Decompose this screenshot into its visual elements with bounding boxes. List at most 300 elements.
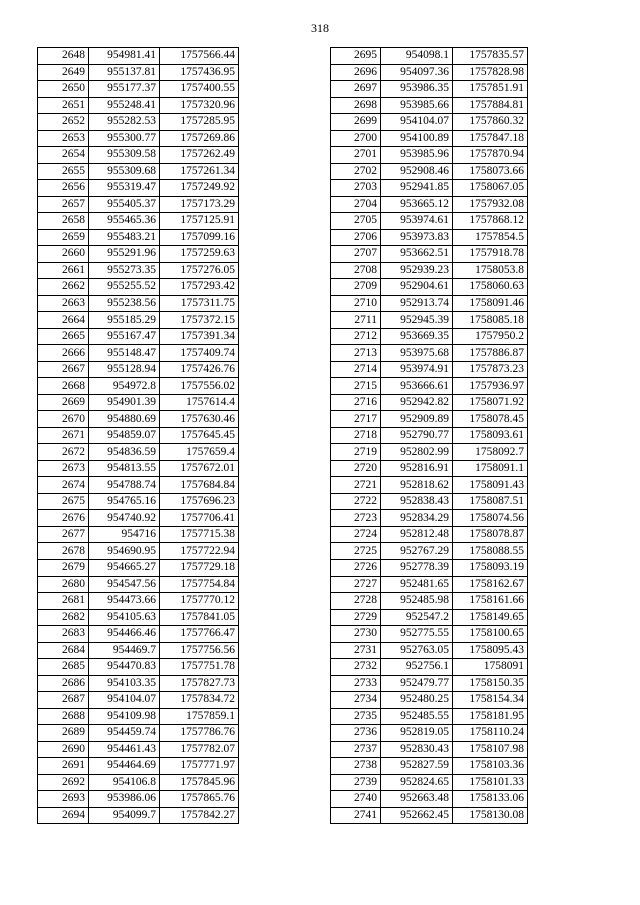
x-coordinate-cell: 952830.43 <box>381 741 453 758</box>
y-coordinate-cell: 1757845.96 <box>160 774 239 791</box>
y-coordinate-cell: 1757918.78 <box>453 246 528 263</box>
point-number-cell: 2687 <box>38 692 89 709</box>
point-number-cell: 2683 <box>38 626 89 643</box>
y-coordinate-cell: 1758161.66 <box>453 593 528 610</box>
table-row <box>331 361 528 378</box>
y-coordinate-cell: 1758103.36 <box>453 758 528 775</box>
y-coordinate-cell: 1757834.72 <box>160 692 239 709</box>
table-row <box>38 130 239 147</box>
x-coordinate-cell: 952547.2 <box>381 609 453 626</box>
x-coordinate-cell: 953986.06 <box>89 791 160 808</box>
point-number-cell: 2672 <box>38 444 89 461</box>
point-number-cell: 2737 <box>331 741 381 758</box>
y-coordinate-cell: 1757756.56 <box>160 642 239 659</box>
point-number-cell: 2736 <box>331 725 381 742</box>
point-number-cell: 2705 <box>331 213 381 230</box>
table-row <box>331 692 528 709</box>
point-number-cell: 2698 <box>331 97 381 114</box>
x-coordinate-cell: 954690.95 <box>89 543 160 560</box>
y-coordinate-cell: 1757269.86 <box>160 130 239 147</box>
point-number-cell: 2679 <box>38 559 89 576</box>
x-coordinate-cell: 952485.98 <box>381 593 453 610</box>
point-number-cell: 2701 <box>331 147 381 164</box>
y-coordinate-cell: 1758091 <box>453 659 528 676</box>
y-coordinate-cell: 1757828.98 <box>453 64 528 81</box>
table-row <box>331 526 528 543</box>
y-coordinate-cell: 1758085.18 <box>453 312 528 329</box>
y-coordinate-cell: 1757262.49 <box>160 147 239 164</box>
table-row <box>331 477 528 494</box>
y-coordinate-cell: 1757854.5 <box>453 229 528 246</box>
x-coordinate-cell: 954981.41 <box>89 48 160 65</box>
point-number-cell: 2728 <box>331 593 381 610</box>
x-coordinate-cell: 955300.77 <box>89 130 160 147</box>
x-coordinate-cell: 954098.1 <box>381 48 453 65</box>
x-coordinate-cell: 952479.77 <box>381 675 453 692</box>
x-coordinate-cell: 954109.98 <box>89 708 160 725</box>
y-coordinate-cell: 1757835.57 <box>453 48 528 65</box>
point-number-cell: 2675 <box>38 493 89 510</box>
y-coordinate-cell: 1757320.96 <box>160 97 239 114</box>
x-coordinate-cell: 952756.1 <box>381 659 453 676</box>
point-number-cell: 2703 <box>331 180 381 197</box>
point-number-cell: 2699 <box>331 114 381 131</box>
table-row <box>38 97 239 114</box>
table-row <box>38 64 239 81</box>
point-number-cell: 2700 <box>331 130 381 147</box>
table-row <box>38 609 239 626</box>
point-number-cell: 2726 <box>331 559 381 576</box>
table-row <box>331 427 528 444</box>
x-coordinate-cell: 954105.63 <box>89 609 160 626</box>
y-coordinate-cell: 1757614.4 <box>160 394 239 411</box>
point-number-cell: 2735 <box>331 708 381 725</box>
y-coordinate-cell: 1758095.43 <box>453 642 528 659</box>
y-coordinate-cell: 1757684.84 <box>160 477 239 494</box>
point-number-cell: 2654 <box>38 147 89 164</box>
table-row <box>38 312 239 329</box>
point-number-cell: 2733 <box>331 675 381 692</box>
y-coordinate-cell: 1758091.43 <box>453 477 528 494</box>
table-row <box>38 741 239 758</box>
coordinates-table-left-body <box>38 48 239 824</box>
x-coordinate-cell: 954813.55 <box>89 460 160 477</box>
point-number-cell: 2656 <box>38 180 89 197</box>
y-coordinate-cell: 1757099.16 <box>160 229 239 246</box>
y-coordinate-cell: 1757566.44 <box>160 48 239 65</box>
x-coordinate-cell: 954547.56 <box>89 576 160 593</box>
x-coordinate-cell: 952481.65 <box>381 576 453 593</box>
table-row <box>38 708 239 725</box>
table-row <box>38 411 239 428</box>
x-coordinate-cell: 954765.16 <box>89 493 160 510</box>
point-number-cell: 2702 <box>331 163 381 180</box>
x-coordinate-cell: 953975.68 <box>381 345 453 362</box>
table-row <box>38 675 239 692</box>
x-coordinate-cell: 954106.8 <box>89 774 160 791</box>
y-coordinate-cell: 1758091.46 <box>453 295 528 312</box>
y-coordinate-cell: 1757426.76 <box>160 361 239 378</box>
point-number-cell: 2680 <box>38 576 89 593</box>
x-coordinate-cell: 955137.81 <box>89 64 160 81</box>
point-number-cell: 2652 <box>38 114 89 131</box>
y-coordinate-cell: 1757391.34 <box>160 328 239 345</box>
table-row <box>331 791 528 808</box>
table-row <box>331 147 528 164</box>
table-row <box>331 64 528 81</box>
x-coordinate-cell: 954097.36 <box>381 64 453 81</box>
x-coordinate-cell: 955148.47 <box>89 345 160 362</box>
table-row <box>38 394 239 411</box>
table-row <box>331 543 528 560</box>
y-coordinate-cell: 1757285.95 <box>160 114 239 131</box>
y-coordinate-cell: 1757715.38 <box>160 526 239 543</box>
table-row <box>331 444 528 461</box>
point-number-cell: 2651 <box>38 97 89 114</box>
x-coordinate-cell: 953985.96 <box>381 147 453 164</box>
point-number-cell: 2664 <box>38 312 89 329</box>
point-number-cell: 2738 <box>331 758 381 775</box>
y-coordinate-cell: 1757729.18 <box>160 559 239 576</box>
table-row <box>331 213 528 230</box>
point-number-cell: 2665 <box>38 328 89 345</box>
table-row <box>38 510 239 527</box>
x-coordinate-cell: 954740.92 <box>89 510 160 527</box>
table-row <box>331 163 528 180</box>
x-coordinate-cell: 953666.61 <box>381 378 453 395</box>
page-number: 318 <box>311 21 329 35</box>
point-number-cell: 2688 <box>38 708 89 725</box>
table-row <box>38 427 239 444</box>
y-coordinate-cell: 1757436.95 <box>160 64 239 81</box>
point-number-cell: 2727 <box>331 576 381 593</box>
point-number-cell: 2653 <box>38 130 89 147</box>
point-number-cell: 2662 <box>38 279 89 296</box>
x-coordinate-cell: 954473.66 <box>89 593 160 610</box>
x-coordinate-cell: 952827.59 <box>381 758 453 775</box>
x-coordinate-cell: 955309.58 <box>89 147 160 164</box>
point-number-cell: 2669 <box>38 394 89 411</box>
y-coordinate-cell: 1757841.05 <box>160 609 239 626</box>
table-row <box>331 675 528 692</box>
y-coordinate-cell: 1758093.61 <box>453 427 528 444</box>
y-coordinate-cell: 1757886.87 <box>453 345 528 362</box>
table-row <box>38 147 239 164</box>
point-number-cell: 2666 <box>38 345 89 362</box>
point-number-cell: 2695 <box>331 48 381 65</box>
coordinates-table-right <box>330 47 528 824</box>
table-row <box>38 229 239 246</box>
y-coordinate-cell: 1757173.29 <box>160 196 239 213</box>
x-coordinate-cell: 952802.99 <box>381 444 453 461</box>
y-coordinate-cell: 1758071.92 <box>453 394 528 411</box>
x-coordinate-cell: 955255.52 <box>89 279 160 296</box>
x-coordinate-cell: 952939.23 <box>381 262 453 279</box>
x-coordinate-cell: 952816.91 <box>381 460 453 477</box>
table-row <box>38 378 239 395</box>
y-coordinate-cell: 1758093.19 <box>453 559 528 576</box>
table-row <box>331 246 528 263</box>
table-row <box>38 774 239 791</box>
table-row <box>38 246 239 263</box>
y-coordinate-cell: 1757751.78 <box>160 659 239 676</box>
y-coordinate-cell: 1758088.55 <box>453 543 528 560</box>
x-coordinate-cell: 953669.35 <box>381 328 453 345</box>
point-number-cell: 2713 <box>331 345 381 362</box>
y-coordinate-cell: 1758100.65 <box>453 626 528 643</box>
x-coordinate-cell: 952913.74 <box>381 295 453 312</box>
table-row <box>38 593 239 610</box>
y-coordinate-cell: 1757556.02 <box>160 378 239 395</box>
table-row <box>38 114 239 131</box>
x-coordinate-cell: 955319.47 <box>89 180 160 197</box>
point-number-cell: 2710 <box>331 295 381 312</box>
x-coordinate-cell: 954469.7 <box>89 642 160 659</box>
table-row <box>331 411 528 428</box>
x-coordinate-cell: 952812.48 <box>381 526 453 543</box>
point-number-cell: 2650 <box>38 81 89 98</box>
x-coordinate-cell: 955248.41 <box>89 97 160 114</box>
x-coordinate-cell: 955282.53 <box>89 114 160 131</box>
x-coordinate-cell: 954461.43 <box>89 741 160 758</box>
point-number-cell: 2692 <box>38 774 89 791</box>
x-coordinate-cell: 952763.05 <box>381 642 453 659</box>
point-number-cell: 2657 <box>38 196 89 213</box>
table-row <box>38 543 239 560</box>
table-row <box>38 692 239 709</box>
x-coordinate-cell: 954464.69 <box>89 758 160 775</box>
table-row <box>331 493 528 510</box>
y-coordinate-cell: 1757261.34 <box>160 163 239 180</box>
point-number-cell: 2696 <box>331 64 381 81</box>
x-coordinate-cell: 952663.48 <box>381 791 453 808</box>
y-coordinate-cell: 1758074.56 <box>453 510 528 527</box>
point-number-cell: 2731 <box>331 642 381 659</box>
x-coordinate-cell: 954716 <box>89 526 160 543</box>
point-number-cell: 2720 <box>331 460 381 477</box>
x-coordinate-cell: 952834.29 <box>381 510 453 527</box>
x-coordinate-cell: 953665.12 <box>381 196 453 213</box>
x-coordinate-cell: 952767.29 <box>381 543 453 560</box>
point-number-cell: 2681 <box>38 593 89 610</box>
x-coordinate-cell: 955291.96 <box>89 246 160 263</box>
point-number-cell: 2718 <box>331 427 381 444</box>
y-coordinate-cell: 1757786.76 <box>160 725 239 742</box>
x-coordinate-cell: 954104.07 <box>89 692 160 709</box>
table-row <box>331 758 528 775</box>
point-number-cell: 2732 <box>331 659 381 676</box>
x-coordinate-cell: 954104.07 <box>381 114 453 131</box>
y-coordinate-cell: 1757311.75 <box>160 295 239 312</box>
y-coordinate-cell: 1757847.18 <box>453 130 528 147</box>
table-row <box>331 180 528 197</box>
y-coordinate-cell: 1758060.63 <box>453 279 528 296</box>
y-coordinate-cell: 1757754.84 <box>160 576 239 593</box>
y-coordinate-cell: 1757372.15 <box>160 312 239 329</box>
point-number-cell: 2649 <box>38 64 89 81</box>
point-number-cell: 2667 <box>38 361 89 378</box>
point-number-cell: 2648 <box>38 48 89 65</box>
point-number-cell: 2711 <box>331 312 381 329</box>
table-row <box>331 262 528 279</box>
point-number-cell: 2712 <box>331 328 381 345</box>
table-row <box>331 576 528 593</box>
y-coordinate-cell: 1757659.4 <box>160 444 239 461</box>
point-number-cell: 2678 <box>38 543 89 560</box>
x-coordinate-cell: 954099.7 <box>89 807 160 824</box>
table-row <box>331 130 528 147</box>
point-number-cell: 2691 <box>38 758 89 775</box>
y-coordinate-cell: 1757859.1 <box>160 708 239 725</box>
x-coordinate-cell: 953973.83 <box>381 229 453 246</box>
table-row <box>38 725 239 742</box>
point-number-cell: 2734 <box>331 692 381 709</box>
y-coordinate-cell: 1757860.32 <box>453 114 528 131</box>
x-coordinate-cell: 952818.62 <box>381 477 453 494</box>
x-coordinate-cell: 954665.27 <box>89 559 160 576</box>
point-number-cell: 2707 <box>331 246 381 263</box>
table-row <box>331 48 528 65</box>
table-row <box>331 229 528 246</box>
coordinates-table-right-body <box>331 48 528 824</box>
y-coordinate-cell: 1758110.24 <box>453 725 528 742</box>
table-row <box>38 295 239 312</box>
point-number-cell: 2685 <box>38 659 89 676</box>
x-coordinate-cell: 955185.29 <box>89 312 160 329</box>
x-coordinate-cell: 953662.51 <box>381 246 453 263</box>
point-number-cell: 2740 <box>331 791 381 808</box>
table-row <box>331 378 528 395</box>
y-coordinate-cell: 1757865.76 <box>160 791 239 808</box>
table-row <box>331 510 528 527</box>
y-coordinate-cell: 1758133.06 <box>453 791 528 808</box>
x-coordinate-cell: 955405.37 <box>89 196 160 213</box>
x-coordinate-cell: 952775.55 <box>381 626 453 643</box>
table-row <box>38 180 239 197</box>
table-row <box>38 279 239 296</box>
point-number-cell: 2714 <box>331 361 381 378</box>
table-row <box>38 576 239 593</box>
y-coordinate-cell: 1758078.87 <box>453 526 528 543</box>
y-coordinate-cell: 1757771.97 <box>160 758 239 775</box>
point-number-cell: 2721 <box>331 477 381 494</box>
y-coordinate-cell: 1757770.12 <box>160 593 239 610</box>
table-row <box>38 642 239 659</box>
point-number-cell: 2686 <box>38 675 89 692</box>
x-coordinate-cell: 955273.35 <box>89 262 160 279</box>
table-row <box>331 279 528 296</box>
x-coordinate-cell: 955465.36 <box>89 213 160 230</box>
y-coordinate-cell: 1757125.91 <box>160 213 239 230</box>
table-row <box>38 328 239 345</box>
table-row <box>331 642 528 659</box>
point-number-cell: 2690 <box>38 741 89 758</box>
x-coordinate-cell: 954972.8 <box>89 378 160 395</box>
point-number-cell: 2689 <box>38 725 89 742</box>
y-coordinate-cell: 1757293.42 <box>160 279 239 296</box>
point-number-cell: 2715 <box>331 378 381 395</box>
table-row <box>331 659 528 676</box>
x-coordinate-cell: 953974.61 <box>381 213 453 230</box>
table-row <box>38 559 239 576</box>
table-row <box>38 807 239 824</box>
point-number-cell: 2722 <box>331 493 381 510</box>
table-row <box>38 444 239 461</box>
y-coordinate-cell: 1757696.23 <box>160 493 239 510</box>
y-coordinate-cell: 1758149.65 <box>453 609 528 626</box>
y-coordinate-cell: 1758091.1 <box>453 460 528 477</box>
y-coordinate-cell: 1758073.66 <box>453 163 528 180</box>
table-row <box>331 345 528 362</box>
y-coordinate-cell: 1758101.33 <box>453 774 528 791</box>
point-number-cell: 2717 <box>331 411 381 428</box>
point-number-cell: 2697 <box>331 81 381 98</box>
table-row <box>331 394 528 411</box>
y-coordinate-cell: 1758162.67 <box>453 576 528 593</box>
y-coordinate-cell: 1757645.45 <box>160 427 239 444</box>
table-row <box>38 262 239 279</box>
table-row <box>38 213 239 230</box>
table-row <box>331 741 528 758</box>
point-number-cell: 2661 <box>38 262 89 279</box>
y-coordinate-cell: 1758150.35 <box>453 675 528 692</box>
point-number-cell: 2693 <box>38 791 89 808</box>
x-coordinate-cell: 952838.43 <box>381 493 453 510</box>
x-coordinate-cell: 952909.89 <box>381 411 453 428</box>
table-row <box>331 328 528 345</box>
point-number-cell: 2655 <box>38 163 89 180</box>
x-coordinate-cell: 952819.05 <box>381 725 453 742</box>
table-row <box>38 493 239 510</box>
coordinates-table-left <box>37 47 239 824</box>
point-number-cell: 2719 <box>331 444 381 461</box>
point-number-cell: 2660 <box>38 246 89 263</box>
y-coordinate-cell: 1758130.08 <box>453 807 528 824</box>
y-coordinate-cell: 1757722.94 <box>160 543 239 560</box>
x-coordinate-cell: 955238.56 <box>89 295 160 312</box>
y-coordinate-cell: 1758087.51 <box>453 493 528 510</box>
x-coordinate-cell: 952824.65 <box>381 774 453 791</box>
point-number-cell: 2684 <box>38 642 89 659</box>
x-coordinate-cell: 955177.37 <box>89 81 160 98</box>
point-number-cell: 2673 <box>38 460 89 477</box>
y-coordinate-cell: 1757400.55 <box>160 81 239 98</box>
x-coordinate-cell: 952942.82 <box>381 394 453 411</box>
table-row <box>331 81 528 98</box>
x-coordinate-cell: 955483.21 <box>89 229 160 246</box>
y-coordinate-cell: 1757884.81 <box>453 97 528 114</box>
table-row <box>38 460 239 477</box>
table-row <box>331 295 528 312</box>
table-row <box>331 807 528 824</box>
y-coordinate-cell: 1757630.46 <box>160 411 239 428</box>
table-row <box>38 791 239 808</box>
table-row <box>38 163 239 180</box>
x-coordinate-cell: 954470.83 <box>89 659 160 676</box>
point-number-cell: 2716 <box>331 394 381 411</box>
point-number-cell: 2725 <box>331 543 381 560</box>
point-number-cell: 2739 <box>331 774 381 791</box>
x-coordinate-cell: 952480.25 <box>381 692 453 709</box>
x-coordinate-cell: 954859.07 <box>89 427 160 444</box>
y-coordinate-cell: 1757409.74 <box>160 345 239 362</box>
x-coordinate-cell: 952945.39 <box>381 312 453 329</box>
x-coordinate-cell: 954100.89 <box>381 130 453 147</box>
x-coordinate-cell: 952908.46 <box>381 163 453 180</box>
x-coordinate-cell: 953985.66 <box>381 97 453 114</box>
table-row <box>331 626 528 643</box>
table-row <box>38 196 239 213</box>
